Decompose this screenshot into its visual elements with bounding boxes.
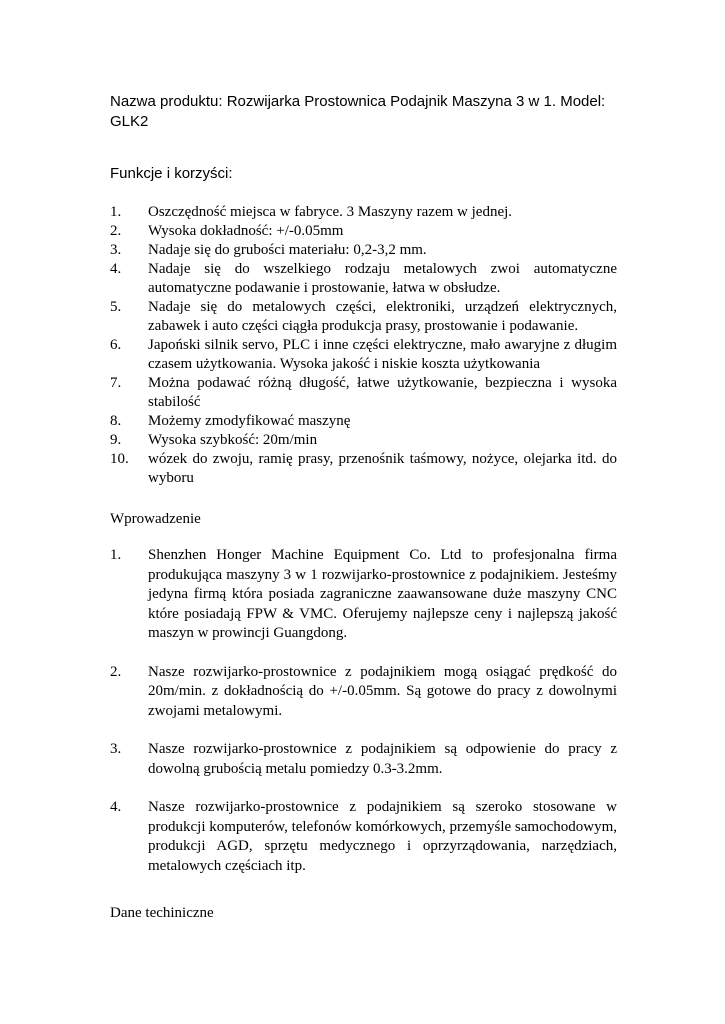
list-item (110, 336, 617, 374)
intro-list (110, 546, 617, 895)
list-item-text: Nasze rozwijarko-prostownice z podajnikiem są szeroko stosowane w produkcji komputerów, telefonów komórkowych, przemyśle samochodowym, produkcji AGD, sprzętu medycznego i oprzyrządowania, narzędziach, metalowych częściach itp. (148, 799, 617, 874)
list-item (110, 374, 617, 412)
list-item-text: Można podawać różną długość, łatwe użytkowanie, bezpieczna i wysoka stabilość (148, 375, 617, 410)
list-item-text: Wysoka szybkość: 20m/min (148, 432, 318, 448)
list-item (110, 260, 617, 298)
list-item (110, 663, 617, 722)
list-item (110, 241, 617, 260)
list-item-text: Wysoka dokładność: +/-0.05mm (148, 223, 344, 239)
list-item (110, 222, 617, 241)
list-number: 1. (110, 547, 122, 563)
tech-heading: Dane techiniczne (110, 905, 214, 921)
list-number: 4. (110, 799, 122, 815)
features-list (110, 203, 617, 488)
features-heading: Funkcje i korzyści: (110, 165, 233, 182)
list-number: 7. (110, 375, 122, 391)
intro-heading: Wprowadzenie (110, 511, 201, 527)
list-number: 2. (110, 663, 122, 680)
list-item-text: Nasze rozwijarko-prostownice z podajnikiem mogą osiągać prędkość do 20m/min. z dokładnością do +/-0.05mm. Są gotowe do pracy z dowolnymi zwojami metalowymi. (148, 663, 617, 719)
list-number: 3. (110, 741, 122, 757)
list-item-text: Japoński silnik servo, PLC i inne części elektryczne, mało awaryjne z długim czasem użytkowania. Wysoka jakość i niskie koszta użytkowania (148, 337, 617, 372)
list-item (110, 203, 617, 222)
list-item-text: Shenzhen Honger Machine Equipment Co. Ltd to profesjonalna firma produkująca maszyny 3 w 1 rozwijarko-prostownice z podajnikiem. Jesteśmy jedyna firmą która posiada zagraniczne zaawansowane duże maszyny CNC które posiadają FPW & VMC. Oferujemy najlepsze ceny i najlepszą jakość maszyn w prowincji Guangdong. (148, 547, 617, 641)
list-number: 5. (110, 299, 122, 315)
list-item-text: Oszczędność miejsca w fabryce. 3 Maszyny razem w jednej. (148, 204, 513, 220)
list-number: 6. (110, 337, 122, 353)
list-item (110, 740, 617, 779)
list-item (110, 798, 617, 876)
list-number: 9. (110, 432, 122, 448)
list-item-text: Nadaje się do metalowych części, elektroniki, urządzeń elektrycznych, zabawek i auto części ciągła produkcja prasy, prostowanie i podawanie. (148, 299, 617, 334)
product-title: Nazwa produktu: Rozwijarka Prostownica Podajnik Maszyna 3 w 1. Model: GLK2 (110, 93, 606, 130)
list-item (110, 546, 617, 644)
list-number: 1. (110, 204, 122, 220)
list-number: 2. (110, 223, 122, 239)
list-number: 10. (110, 451, 129, 467)
list-item (110, 431, 617, 450)
list-item (110, 298, 617, 336)
list-item-text: Nasze rozwijarko-prostownice z podajnikiem są odpowienie do pracy z dowolną grubością metalu pomiedzy 0.3-3.2mm. (148, 741, 617, 777)
list-item-text: wózek do zwoju, ramię prasy, przenośnik taśmowy, nożyce, olejarka itd. do wyboru (148, 451, 617, 486)
list-number: 8. (110, 413, 122, 429)
list-item-text: Nadaje się do grubości materiału: 0,2-3,2 mm. (148, 242, 427, 258)
list-item (110, 450, 617, 488)
list-item-text: Nadaje się do wszelkiego rodzaju metalowych zwoi automatyczne automatyczne podawanie i prostowanie, łatwa w obsłudze. (148, 261, 617, 296)
list-item (110, 412, 617, 431)
list-number: 3. (110, 242, 122, 258)
list-item-text: Możemy zmodyfikować maszynę (148, 413, 351, 429)
list-number: 4. (110, 261, 122, 277)
